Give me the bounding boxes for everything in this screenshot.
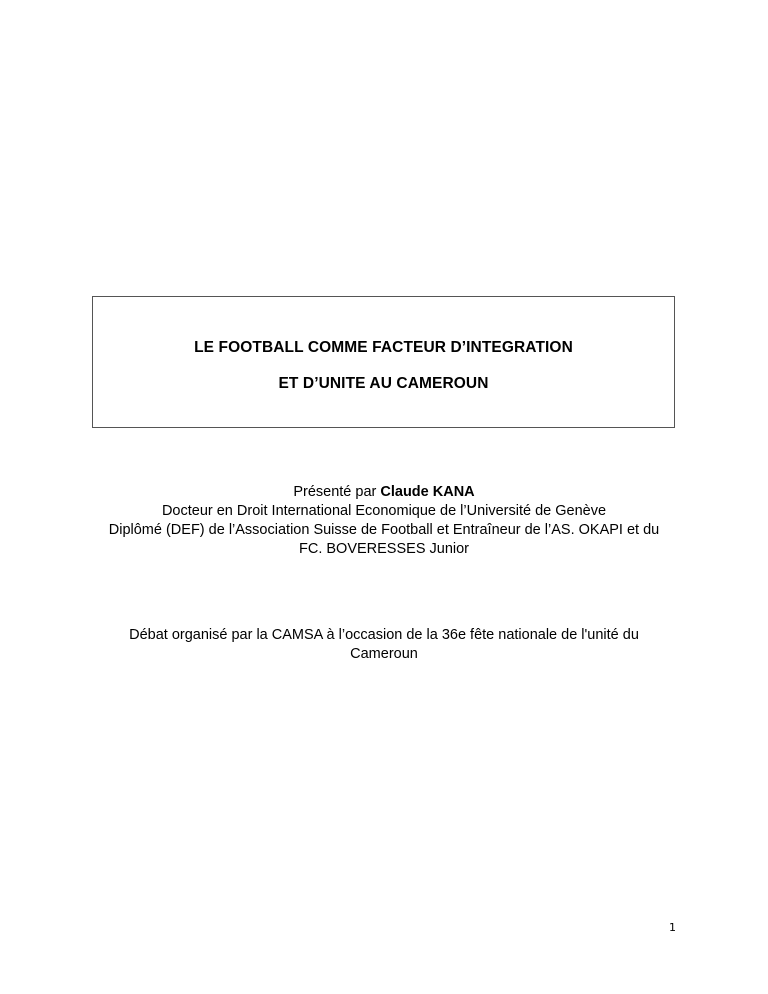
event-line-1: Débat organisé par la CAMSA à l’occasion de la 36e fête nationale de l'unité du <box>129 627 639 643</box>
document-title-line-2: ET D’UNITE AU CAMEROUN <box>278 375 489 392</box>
presenter-credential-1: Docteur en Droit International Economique de l’Université de Genève <box>161 503 607 519</box>
presenter-credential-2a: Diplômé (DEF) de l’Association Suisse de Football et Entraîneur de l’AS. OKAPI et du <box>108 522 660 538</box>
title-box <box>92 296 675 428</box>
presenter-line <box>60 483 708 502</box>
event-line-2: Cameroun <box>350 646 418 662</box>
presenter-prefix: Présenté par <box>293 484 381 500</box>
document-title-line-1: LE FOOTBALL COMME FACTEUR D’INTEGRATION <box>194 339 573 356</box>
presenter-block <box>60 483 708 559</box>
page-number: 1 <box>669 921 676 934</box>
presenter-name: Claude KANA <box>380 484 475 500</box>
event-block <box>80 626 688 664</box>
presenter-credential-2b: FC. BOVERESSES Junior <box>298 541 470 557</box>
